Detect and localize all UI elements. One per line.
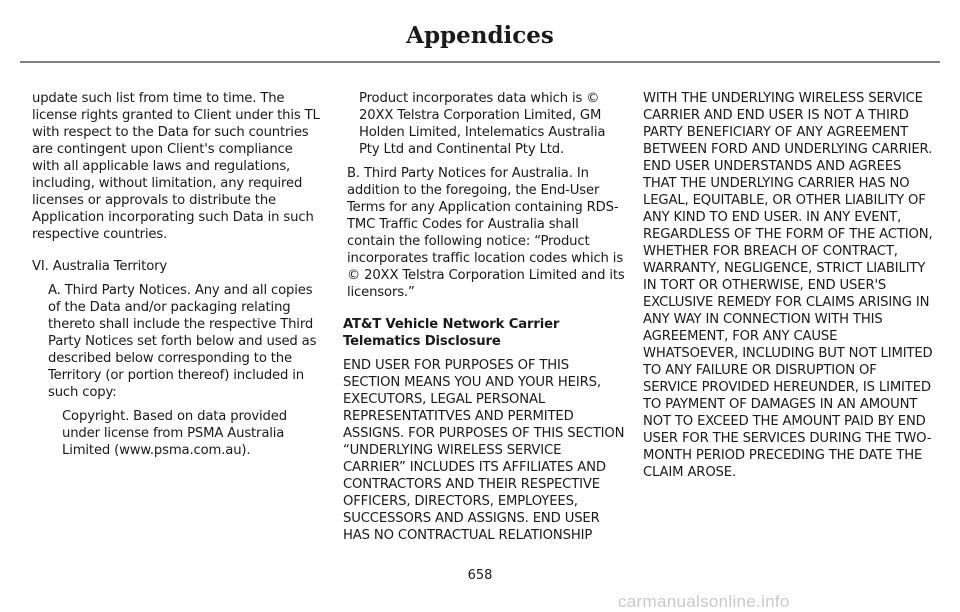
paragraph-end-user-definition: END USER FOR PURPOSES OF THIS SECTION MEANS YOU AND YOUR HEIRS, EXECUTORS, LEGAL PERSONAL REPRESENTATITVES AND PERMITED ASSIGNS. FOR PURPOSES OF THIS SECTION “UNDERLYING WIRELESS SERVICE CARRIER” INCLUDES ITS AFFILIATES AND CONTRACTORS AND THEIR RESPECTIVE OFFICERS, DIRECTORS, EMPLOYEES, SUCCESSORS AND ASSIGNS. END USER HAS NO CONTRACTUAL RELATIONSHIP [343, 358, 625, 543]
column-3 [643, 90, 935, 481]
paragraph-third-party-australia: B. Third Party Notices for Australia. In addition to the foregoing, the End-User Terms for any Application containing RDS-TMC Traffic Codes for Australia shall contain the following notice: “Product incorporates traffic location codes which is © 20XX Telstra Corporation Limited and its licensors.” [347, 166, 625, 300]
header-divider [20, 61, 940, 63]
page-number: 658 [467, 568, 493, 583]
paragraph-psma-copyright: Copyright. Based on data provided under license from PSMA Australia Limited (www.psma.com.au). [62, 409, 287, 458]
watermark: carmanualsonline.info [618, 592, 790, 611]
section-heading-att: AT&T Vehicle Network Carrier Telematics Disclosure [343, 317, 560, 349]
paragraph-third-party-notices: A. Third Party Notices. Any and all copies of the Data and/or packaging relating thereto shall include the respective Third Party Notices set forth below and used as described below corresponding to the Territory (or portion thereof) included in such copy: [48, 283, 317, 400]
paragraph-license-rights: update such list from time to time. The license rights granted to Client under this TL with respect to the Data for such countries are contingent upon Client's compliance with all applicable laws and regulations, including, without limitation, any required licenses or approvals to distribute the Application incorporating such Data in such respective countries. [32, 91, 320, 242]
column-2 [343, 90, 625, 544]
page-title: Appendices [406, 22, 554, 49]
column-1 [32, 90, 322, 459]
paragraph-telstra-notice: Product incorporates data which is © 20XX Telstra Corporation Limited, GM Holden Limited, Intelematics Australia Pty Ltd and Continental Pty Ltd. [359, 91, 606, 157]
paragraph-carrier-liability: WITH THE UNDERLYING WIRELESS SERVICE CARRIER AND END USER IS NOT A THIRD PARTY BENEFICIARY OF ANY AGREEMENT BETWEEN FORD AND UNDERLYING CARRIER. END USER UNDERSTANDS AND AGREES THAT THE UNDERLYING CARRIER HAS NO LEGAL, EQUITABLE, OR OTHER LIABILITY OF ANY KIND TO END USER. IN ANY EVENT, REGARDLESS OF THE FORM OF THE ACTION, WHETHER FOR BREACH OF CONTRACT, WARRANTY, NEGLIGENCE, STRICT LIABILITY IN TORT OR OTHERWISE, END USER'S EXCLUSIVE REMEDY FOR CLAIMS ARISING IN ANY WAY IN CONNECTION WITH THIS AGREEMENT, FOR ANY CAUSE WHATSOEVER, INCLUDING BUT NOT LIMITED TO ANY FAILURE OR DISRUPTION OF SERVICE PROVIDED HEREUNDER, IS LIMITED TO PAYMENT OF DAMAGES IN AN AMOUNT NOT TO EXCEED THE AMOUNT PAID BY END USER FOR THE SERVICES DURING THE TWO-MONTH PERIOD PRECEDING THE DATE THE CLAIM AROSE. [643, 91, 933, 480]
section-heading-australia: VI. Australia Territory [32, 259, 168, 274]
